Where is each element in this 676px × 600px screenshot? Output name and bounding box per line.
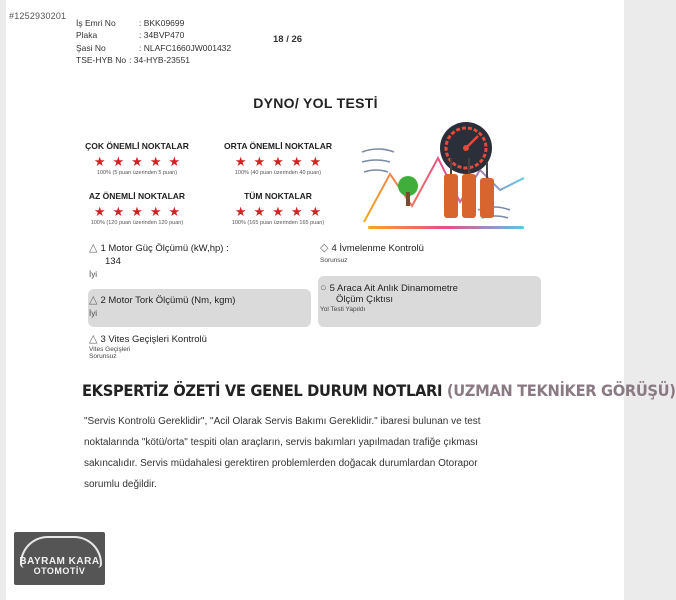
info-row-tse: TSE-HYB No : 34-HYB-23551 [76, 55, 191, 66]
info-row-plate: Plaka : 34BVP470 [76, 30, 185, 41]
star-icon: ★ [309, 204, 322, 219]
acceleration-status: Sorunsuz [320, 257, 348, 264]
gear-shifts-sub: Vites Geçişleri [89, 346, 131, 353]
star-icon: ★ [149, 204, 162, 219]
warning-triangle-icon: △ [89, 242, 98, 254]
star-icon: ★ [112, 204, 125, 219]
test-engine-power: △ 1 Motor Güç Ölçümü (kW,hp) : 134 İyi [89, 242, 229, 279]
summary-paragraph: "Servis Kontrolü Gereklidir", "Acil Olarak Servis Bakımı Gereklidir." ibaresi bulunan ve test noktalarında "kötü/orta" tespiti olan araçların, servis bakımları yapılmadan trafiğe çıkması sakıncalıdır. Servis müdahalesi gerektiren problemlerden doğacak durumlardan Otorapor sorumlu değildir. [84, 416, 481, 490]
warning-triangle-icon: △ [89, 294, 98, 306]
section-title: DYNO/ YOL TESTİ [253, 95, 378, 111]
speedometer-pedals-illustration [360, 118, 528, 238]
test-dyno-output: ○ 5 Araca Ait Anlık Dinamometre Ölçüm Çıktısı Yol Testi Yapıldı [320, 282, 458, 313]
score-very-important: ÇOK ÖNEMLİ NOKTALAR ★ ★ ★ ★ ★ 100% (5 puan üzerinden 5 puan) [78, 141, 196, 176]
star-icon: ★ [272, 154, 284, 169]
star-icon: ★ [309, 154, 322, 169]
star-icon: ★ [131, 204, 143, 219]
star-icon: ★ [112, 154, 125, 169]
score-all: TÜM NOKTALAR ★ ★ ★ ★ ★ 100% (165 puan üzerinden 165 puan) [218, 191, 338, 226]
star-rating [218, 205, 338, 218]
star-icon: ★ [93, 154, 106, 169]
star-rating [218, 155, 338, 168]
test-gear-shifts: △ 3 Vites Geçişleri Kontrolü Vites Geçişleri Sorunsuz [89, 333, 207, 360]
listing-id: #1252930201 [9, 11, 67, 21]
star-icon: ★ [234, 204, 247, 219]
star-icon: ★ [272, 204, 284, 219]
star-rating [78, 155, 196, 168]
star-icon: ★ [93, 204, 106, 219]
info-row-work-order: İş Emri No : BKK09699 [76, 18, 185, 28]
warning-triangle-icon: △ [89, 333, 98, 345]
star-icon: ★ [168, 204, 181, 219]
page-number: 18 / 26 [273, 34, 303, 45]
test-engine-torque: △ 2 Motor Tork Ölçümü (Nm, kgm) İyi [89, 294, 236, 318]
star-icon: ★ [234, 154, 247, 169]
star-icon: ★ [253, 154, 266, 169]
circle-icon: ○ [320, 282, 327, 294]
diamond-icon: ◇ [320, 242, 329, 254]
star-icon: ★ [290, 154, 303, 169]
test-acceleration: ◇ 4 İvmelenme Kontrolü Sorunsuz [320, 242, 424, 264]
summary-heading: EKSPERTİZ ÖZETİ VE GENEL DURUM NOTLARI (UZMAN TEKNİKER GÖRÜŞÜ) [82, 381, 676, 400]
score-medium-important: ORTA ÖNEMLİ NOKTALAR ★ ★ ★ ★ ★ 100% (40 puan üzerinden 40 puan) [218, 141, 338, 176]
score-less-important: AZ ÖNEMLİ NOKTALAR ★ ★ ★ ★ ★ 100% (120 puan üzerinden 120 puan) [78, 191, 196, 226]
star-icon: ★ [253, 204, 266, 219]
star-icon: ★ [290, 204, 303, 219]
star-icon: ★ [131, 154, 143, 169]
gear-shifts-status: Sorunsuz [89, 353, 117, 360]
engine-power-value: 134 [105, 256, 121, 267]
vehicle-info [76, 17, 231, 67]
star-icon: ★ [168, 154, 181, 169]
engine-power-status: İyi [89, 270, 97, 279]
engine-torque-status: İyi [89, 309, 97, 318]
dyno-output-status: Yol Testi Yapıldı [320, 306, 366, 313]
star-rating [78, 205, 196, 218]
dealer-watermark-logo: BAYRAM KARA OTOMOTİV [14, 532, 105, 585]
star-icon: ★ [149, 154, 162, 169]
info-row-chassis: Şasi No : NLAFC1660JW001432 [76, 42, 232, 53]
